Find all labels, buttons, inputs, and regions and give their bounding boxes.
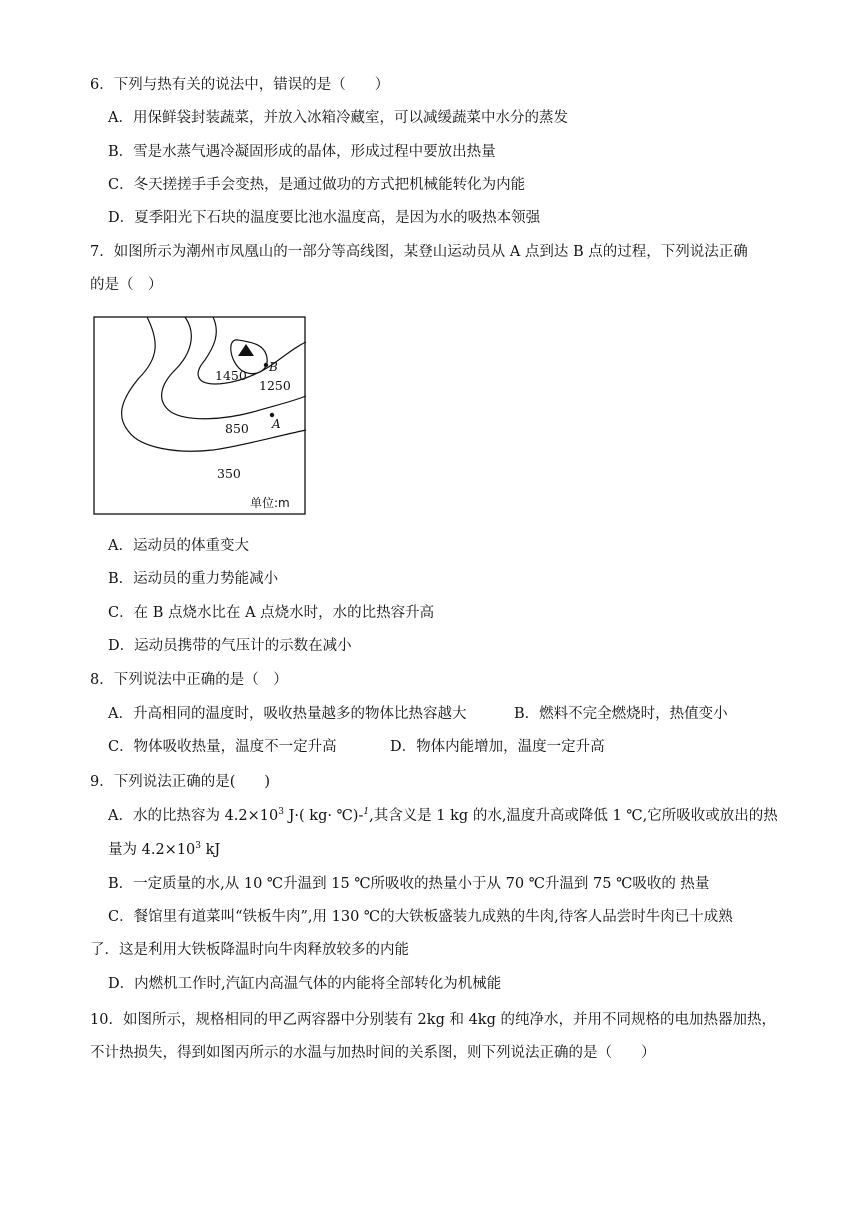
q6-option-d: D．夏季阳光下石块的温度要比池水温度高，是因为水的吸热本领强 xyxy=(108,210,541,226)
q7-option-b: B．运动员的重力势能减小 xyxy=(108,571,279,587)
q9-option-a-line1 xyxy=(108,806,778,826)
point-b-label: B xyxy=(269,360,278,374)
q6-option-c: C．冬天搓搓手手会变热，是通过做功的方式把机械能转化为内能 xyxy=(108,177,526,193)
contour-label-1250: 1250 xyxy=(259,378,291,393)
q7-stem-line2: 的是（ ） xyxy=(90,277,163,293)
q9-option-d: D．内燃机工作时,汽缸内高温气体的内能将全部转化为机械能 xyxy=(108,976,502,992)
contour-map-figure xyxy=(93,316,307,516)
q6-option-b: B．雪是水蒸气遇冷凝固形成的晶体，形成过程中要放出热量 xyxy=(108,144,496,160)
q6-stem: 6．下列与热有关的说法中，错误的是（ ） xyxy=(90,77,390,93)
q9-a-exponent-2: 1 xyxy=(363,807,370,818)
q8-stem: 8．下列说法中正确的是（ ） xyxy=(90,672,288,688)
q9-a-text-1: A．水的比热容为 4.2×10 xyxy=(108,808,279,824)
q9-a-exponent-3: 3 xyxy=(195,841,202,852)
contour-label-1450: 1450 xyxy=(215,368,247,383)
q7-option-c: C．在 B 点烧水比在 A 点烧水时，水的比热容升高 xyxy=(108,605,435,621)
q8-option-c: C．物体吸收热量，温度不一定升高 xyxy=(108,739,337,755)
q9-option-a-line2 xyxy=(108,840,220,860)
q10-stem-line1: 10．如图所示，规格相同的甲乙两容器中分别装有 2kg 和 4kg 的纯净水，并用不同规格的电加热器加热， xyxy=(90,1012,776,1028)
q7-option-a: A．运动员的体重变大 xyxy=(108,538,249,554)
q9-stem: 9．下列说法正确的是( ) xyxy=(90,774,271,790)
q9-a-text-3: ,其含义是 1 kg 的水,温度升高或降低 1 ℃,它所吸收或放出的热 xyxy=(369,808,778,824)
q8-option-b: B．燃料不完全燃烧时，热值变小 xyxy=(514,706,728,722)
q10-stem-line2: 不计热损失，得到如图丙所示的水温与加热时间的关系图，则下列说法正确的是（ ） xyxy=(90,1045,656,1061)
q9-option-b: B．一定质量的水,从 10 ℃升温到 15 ℃所吸收的热量小于从 70 ℃升温到 75 ℃吸收的 热量 xyxy=(108,876,710,892)
point-b-dot xyxy=(264,363,268,367)
point-a-label: A xyxy=(272,417,281,431)
q9-a-text-5: kJ xyxy=(201,842,221,858)
q8-option-a: A．升高相同的温度时，吸收热量越多的物体比热容越大 xyxy=(108,706,467,722)
q9-a-text-4: 量为 4.2×10 xyxy=(108,842,196,858)
q8-option-d: D．物体内能增加，温度一定升高 xyxy=(390,739,605,755)
q9-option-c-line1: C．餐馆里有道菜叫“铁板牛肉”,用 130 ℃的大铁板盛装九成熟的牛肉,待客人品尝时牛肉已十成熟 xyxy=(108,909,733,925)
contour-label-850: 850 xyxy=(225,421,249,436)
q9-a-text-2: J·( kg· ℃)- xyxy=(283,808,364,824)
q7-option-d: D．运动员携带的气压计的示数在减小 xyxy=(108,638,352,654)
map-unit-label: 单位:m xyxy=(250,496,290,510)
q9-option-c-line2: 了．这是利用大铁板降温时向牛肉释放较多的内能 xyxy=(90,942,409,958)
q7-stem-line1: 7．如图所示为潮州市凤凰山的一部分等高线图，某登山运动员从 A 点到达 B 点的过程，下列说法正确 xyxy=(90,244,748,260)
q6-option-a: A．用保鲜袋封装蔬菜，并放入冰箱冷藏室，可以减缓蔬菜中水分的蒸发 xyxy=(108,110,568,126)
contour-label-350: 350 xyxy=(217,466,241,481)
q9-a-exponent-1: 3 xyxy=(278,807,284,818)
